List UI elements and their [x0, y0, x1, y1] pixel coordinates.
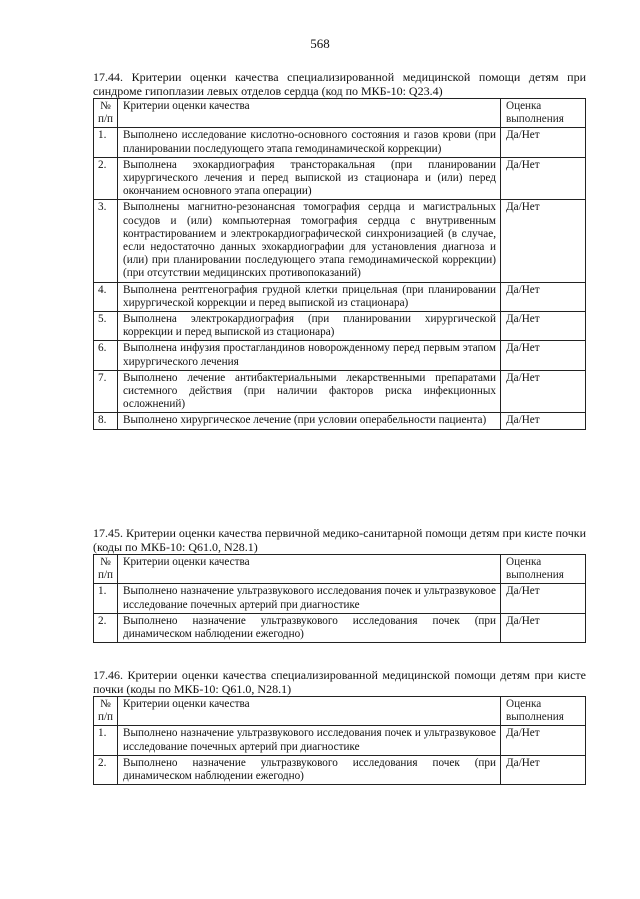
table-row [94, 128, 586, 157]
section-17-44 [93, 70, 586, 430]
row-criteria: Выполнено исследование кислотно-основного состояния и газов крови (при планировании последующего этапа гемодинамической коррекции) [118, 128, 501, 157]
table-row [94, 341, 586, 370]
table-row [94, 157, 586, 200]
row-number: 3. [94, 200, 118, 282]
row-criteria: Выполнены магнитно-резонансная томография сердца и магистральных сосудов и (или) компьютерная томография сердца с внутривенным контрастированием и электрокардиографической синхронизацией (в случае, если недостаточно данных эхокардиографии для установления диагноза и (или) при планировании последующего этапа гемодинамической коррекции) (при отсутствии медицинских противопоказаний) [118, 200, 501, 282]
row-criteria: Выполнено назначение ультразвукового исследования почек и ультразвуковое исследование почечных артерий при диагностике [118, 726, 501, 755]
row-number: 2. [94, 157, 118, 200]
column-header-result: Оценка выполнения [501, 697, 586, 726]
row-criteria: Выполнено назначение ультразвукового исследования почек и ультразвуковое исследование почечных артерий при диагностике [118, 584, 501, 613]
row-criteria: Выполнена эхокардиография трансторакальная (при планировании хирургического лечения и перед выпиской из стационара и (или) перед окончанием основного этапа операции) [118, 157, 501, 200]
row-criteria: Выполнено назначение ультразвукового исследования почек (при динамическом наблюдении ежегодно) [118, 755, 501, 784]
row-result: Да/Нет [501, 157, 586, 200]
table-row [94, 584, 586, 613]
row-result: Да/Нет [501, 413, 586, 429]
table-row [94, 282, 586, 311]
table-header-row [94, 555, 586, 584]
row-number: 7. [94, 370, 118, 413]
table-row [94, 370, 586, 413]
table-row [94, 613, 586, 642]
row-number: 2. [94, 613, 118, 642]
row-result: Да/Нет [501, 200, 586, 282]
row-number: 6. [94, 341, 118, 370]
section-heading: 17.45. Критерии оценки качества первичной медико-санитарной помощи детям при кисте почки (коды по МКБ-10: Q61.0, N28.1) [93, 526, 586, 554]
table-row [94, 312, 586, 341]
column-header-number: № п/п [94, 555, 118, 584]
row-result: Да/Нет [501, 128, 586, 157]
section-heading: 17.44. Критерии оценки качества специализированной медицинской помощи детям при синдроме гипоплазии левых отделов сердца (код по МКБ-10: Q23.4) [93, 70, 586, 98]
row-result: Да/Нет [501, 726, 586, 755]
row-criteria: Выполнена инфузия простагландинов новорожденному перед первым этапом хирургического лечения [118, 341, 501, 370]
row-criteria: Выполнена электрокардиография (при планировании хирургической коррекции и перед выпиской из стационара) [118, 312, 501, 341]
section-heading: 17.46. Критерии оценки качества специализированной медицинской помощи детям при кисте почки (коды по МКБ-10: Q61.0, N28.1) [93, 668, 586, 696]
row-result: Да/Нет [501, 584, 586, 613]
section-17-45 [93, 526, 586, 643]
table-header-row [94, 697, 586, 726]
column-header-criteria: Критерии оценки качества [118, 99, 501, 128]
row-criteria: Выполнено хирургическое лечение (при условии операбельности пациента) [118, 413, 501, 429]
section-17-46 [93, 668, 586, 785]
column-header-criteria: Критерии оценки качества [118, 555, 501, 584]
table-row [94, 726, 586, 755]
row-criteria: Выполнена рентгенография грудной клетки прицельная (при планировании хирургической коррекции и перед выпиской из стационара) [118, 282, 501, 311]
column-header-criteria: Критерии оценки качества [118, 697, 501, 726]
row-criteria: Выполнено назначение ультразвукового исследования почек (при динамическом наблюдении ежегодно) [118, 613, 501, 642]
criteria-table [93, 98, 586, 430]
table-row [94, 200, 586, 282]
table-header-row [94, 99, 586, 128]
criteria-table [93, 554, 586, 643]
row-result: Да/Нет [501, 755, 586, 784]
table-row [94, 755, 586, 784]
row-result: Да/Нет [501, 341, 586, 370]
row-result: Да/Нет [501, 312, 586, 341]
row-number: 5. [94, 312, 118, 341]
row-result: Да/Нет [501, 282, 586, 311]
row-number: 2. [94, 755, 118, 784]
criteria-table [93, 696, 586, 785]
row-result: Да/Нет [501, 370, 586, 413]
column-header-result: Оценка выполнения [501, 99, 586, 128]
column-header-result: Оценка выполнения [501, 555, 586, 584]
row-number: 1. [94, 726, 118, 755]
page-number: 568 [310, 36, 330, 51]
column-header-number: № п/п [94, 99, 118, 128]
row-number: 1. [94, 128, 118, 157]
row-criteria: Выполнено лечение антибактериальными лекарственными препаратами системного действия (при наличии факторов риска инфекционных осложнений) [118, 370, 501, 413]
row-number: 8. [94, 413, 118, 429]
column-header-number: № п/п [94, 697, 118, 726]
row-number: 4. [94, 282, 118, 311]
row-result: Да/Нет [501, 613, 586, 642]
table-row [94, 413, 586, 429]
row-number: 1. [94, 584, 118, 613]
